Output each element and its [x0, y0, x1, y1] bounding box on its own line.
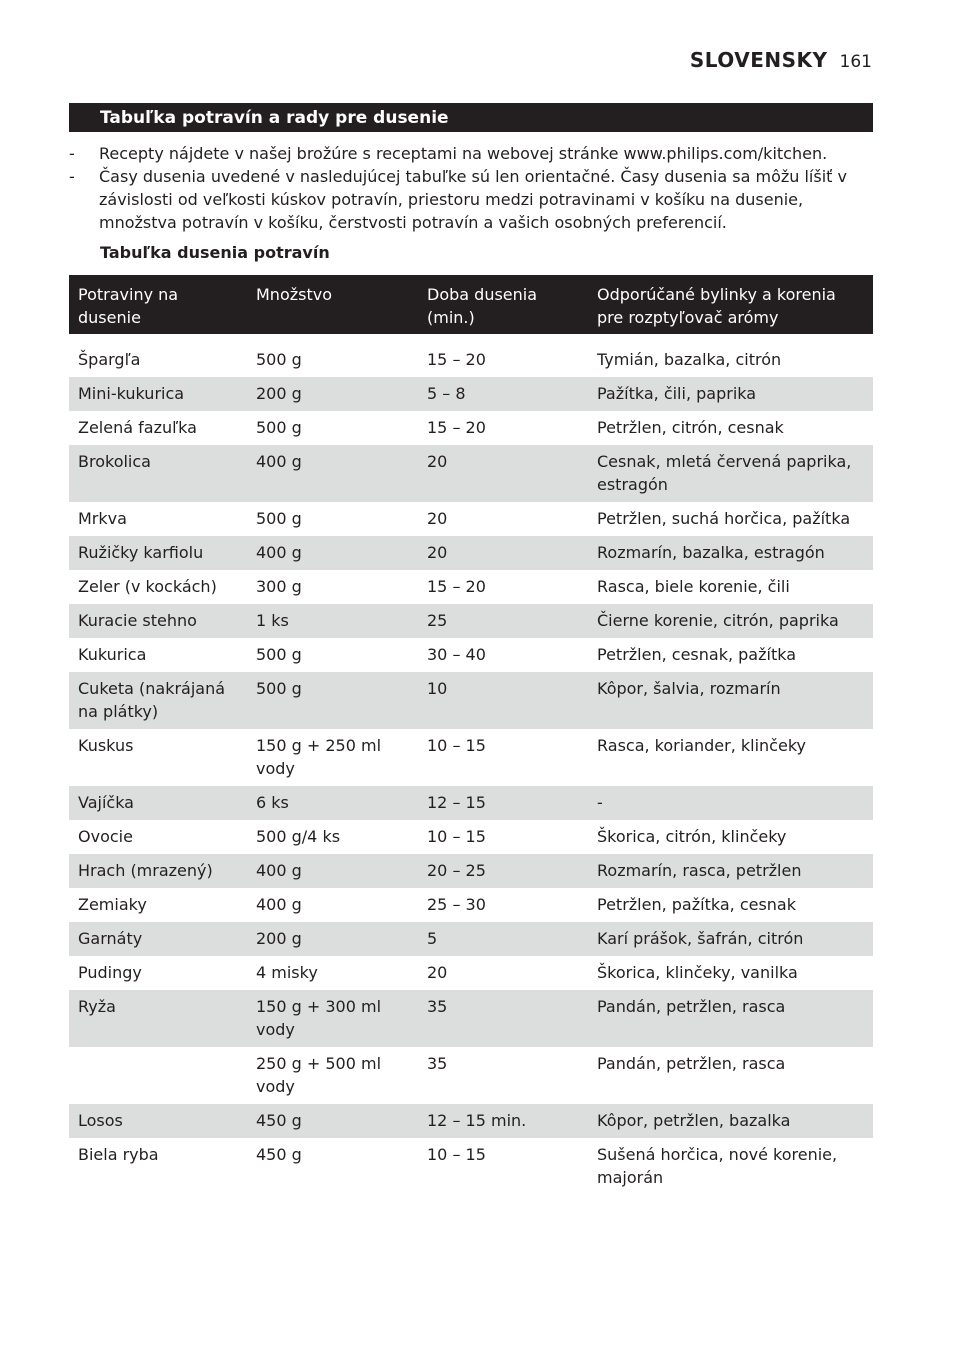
table-cell: Zeler (v kockách) [78, 577, 217, 596]
steaming-table [69, 275, 873, 1195]
table-cell: 6 ks [247, 786, 418, 820]
table-row [69, 820, 873, 854]
table-cell: Ovocie [78, 827, 133, 846]
table-cell: Mrkva [78, 509, 127, 528]
table-cell: Losos [69, 1104, 247, 1138]
table-cell: 500 g/4 ks [256, 827, 341, 846]
table-cell: Mini-kukurica [69, 377, 247, 411]
table-cell: 15 – 20 [427, 418, 486, 437]
table-cell: 500 g [247, 672, 418, 729]
bullet-item: - Recepty nájdete v našej brožúre s receptami na webovej stránke www.philips.com/kitchen. [69, 142, 849, 165]
table-cell: Biela ryba [78, 1145, 159, 1164]
table-cell: 20 [427, 963, 448, 982]
language-label: SLOVENSKY [689, 48, 828, 72]
column-header: Odporúčané bylinky a korenia pre rozptyľovač arómy [588, 275, 873, 334]
table-cell: Kuskus [78, 736, 134, 755]
table-row [69, 956, 873, 990]
table-cell: 500 g [256, 509, 302, 528]
table-cell: Zelená fazuľka [78, 418, 197, 437]
table-cell: Pudingy [78, 963, 142, 982]
table-row [69, 1138, 873, 1195]
table-cell: Rasca, biele korenie, čili [597, 577, 790, 596]
table-cell: Škorica, klinčeky, vanilka [597, 963, 798, 982]
table-cell: Garnáty [69, 922, 247, 956]
table-cell: Brokolica [69, 445, 247, 502]
table-cell: Ružičky karfiolu [69, 536, 247, 570]
table-cell: Čierne korenie, citrón, paprika [588, 604, 873, 638]
table-cell: 200 g [247, 922, 418, 956]
table-cell: 15 – 20 [427, 350, 486, 369]
table-cell: 400 g [247, 445, 418, 502]
table-cell: Kukurica [78, 645, 147, 664]
table-cell: 20 – 25 [418, 854, 588, 888]
section-title: Tabuľka potravín a rady pre dusenie [69, 103, 873, 132]
table-row [69, 377, 873, 411]
table-cell: 25 – 30 [427, 895, 486, 914]
table-row [69, 638, 873, 672]
table-cell: 15 – 20 [427, 577, 486, 596]
table-cell: 4 misky [256, 963, 318, 982]
table-cell: Ryža [69, 990, 247, 1047]
table-cell: 5 [418, 922, 588, 956]
intro-bullets [69, 142, 849, 234]
table-cell: 20 [418, 445, 588, 502]
table-cell: 200 g [247, 377, 418, 411]
table-cell: Cesnak, mletá červená paprika, estragón [588, 445, 873, 502]
bullet-item: - Časy dusenia uvedené v nasledujúcej tabuľke sú len orientačné. Časy dusenia sa môžu líšiť v závislosti od veľkosti kúskov potravín, priestoru medzi potravinami v košíku na dusenie, množstva potravín v košíku, čerstvosti potravín a vašich osobných preferencií. [69, 165, 849, 234]
table-cell: 1 ks [247, 604, 418, 638]
table-cell: 450 g [256, 1145, 302, 1164]
table-row [69, 411, 873, 445]
table-cell: 500 g [256, 418, 302, 437]
page-number: 161 [839, 52, 872, 72]
table-cell: 35 [427, 1054, 448, 1073]
table-cell: 10 – 15 [427, 827, 486, 846]
table-cell: Cuketa (nakrájaná na plátky) [69, 672, 247, 729]
table-cell: Zemiaky [78, 895, 147, 914]
table-cell: Rozmarín, rasca, petržlen [588, 854, 873, 888]
table-cell: Karí prášok, šafrán, citrón [588, 922, 873, 956]
table-cell: 400 g [247, 854, 418, 888]
table-cell: 250 g + 500 ml vody [256, 1054, 382, 1096]
table-cell: 10 – 15 [427, 736, 486, 755]
table-cell: 12 – 15 min. [418, 1104, 588, 1138]
table-row [69, 536, 873, 570]
table-row [69, 990, 873, 1047]
table-row [69, 570, 873, 604]
table-cell: Špargľa [78, 350, 141, 369]
table-cell: 500 g [256, 350, 302, 369]
table-row [69, 672, 873, 729]
table-cell: 450 g [247, 1104, 418, 1138]
table-cell: Kôpor, šalvia, rozmarín [588, 672, 873, 729]
table-cell: 150 g + 300 ml vody [247, 990, 418, 1047]
table-row [69, 1047, 873, 1104]
table-cell: Pandán, petržlen, rasca [588, 990, 873, 1047]
table-cell: 400 g [256, 895, 302, 914]
column-header: Doba dusenia (min.) [418, 275, 588, 334]
page-header [690, 48, 872, 72]
table-cell: Petržlen, suchá horčica, pažítka [597, 509, 851, 528]
table-cell: Tymián, bazalka, citrón [597, 350, 782, 369]
table-cell: Rasca, koriander, klinčeky [597, 736, 806, 755]
table-cell: Rozmarín, bazalka, estragón [588, 536, 873, 570]
table-cell: 30 – 40 [427, 645, 486, 664]
table-cell: Kuracie stehno [69, 604, 247, 638]
table-header-row [69, 275, 873, 334]
column-header: Množstvo [247, 275, 418, 334]
table-cell: Kôpor, petržlen, bazalka [588, 1104, 873, 1138]
table-cell: Petržlen, pažítka, cesnak [597, 895, 796, 914]
table-row [69, 604, 873, 638]
table-row [69, 854, 873, 888]
table-row [69, 729, 873, 786]
table-row [69, 1104, 873, 1138]
table-cell: 35 [418, 990, 588, 1047]
table-cell: - [588, 786, 873, 820]
table-cell: 150 g + 250 ml vody [256, 736, 382, 778]
column-header: Potraviny na dusenie [69, 275, 247, 334]
table-row [69, 888, 873, 922]
table-row [69, 922, 873, 956]
table-cell: 20 [418, 536, 588, 570]
table-cell: Vajíčka [69, 786, 247, 820]
table-cell: Petržlen, cesnak, pažítka [597, 645, 796, 664]
table-cell: 400 g [247, 536, 418, 570]
table-cell: 12 – 15 [418, 786, 588, 820]
bullet-text: Recepty nájdete v našej brožúre s receptami na webovej stránke www.philips.com/kitchen. [99, 144, 828, 163]
table-cell: 25 [418, 604, 588, 638]
table-row [69, 502, 873, 536]
table-cell: Sušená horčica, nové korenie, majorán [597, 1145, 838, 1187]
bullet-text: Časy dusenia uvedené v nasledujúcej tabuľke sú len orientačné. Časy dusenia sa môžu líšiť v závislosti od veľkosti kúskov potravín, priestoru medzi potravinami v košíku na dusenie, množstva potravín v košíku, čerstvosti potravín a vašich osobných preferencií. [99, 167, 847, 232]
table-cell: 300 g [256, 577, 302, 596]
table-row [69, 445, 873, 502]
table-cell [69, 1047, 247, 1104]
table-title: Tabuľka dusenia potravín [100, 243, 330, 262]
table-cell: 5 – 8 [418, 377, 588, 411]
table-row [69, 334, 873, 377]
table-cell: Petržlen, citrón, cesnak [597, 418, 784, 437]
table-cell: Škorica, citrón, klinčeky [597, 827, 787, 846]
table-cell: 500 g [256, 645, 302, 664]
table-cell: 10 [418, 672, 588, 729]
table-cell: Pandán, petržlen, rasca [597, 1054, 786, 1073]
table-row [69, 786, 873, 820]
table-cell: 20 [427, 509, 448, 528]
table-cell: Pažítka, čili, paprika [588, 377, 873, 411]
table-cell: Hrach (mrazený) [69, 854, 247, 888]
table-cell: 10 – 15 [427, 1145, 486, 1164]
